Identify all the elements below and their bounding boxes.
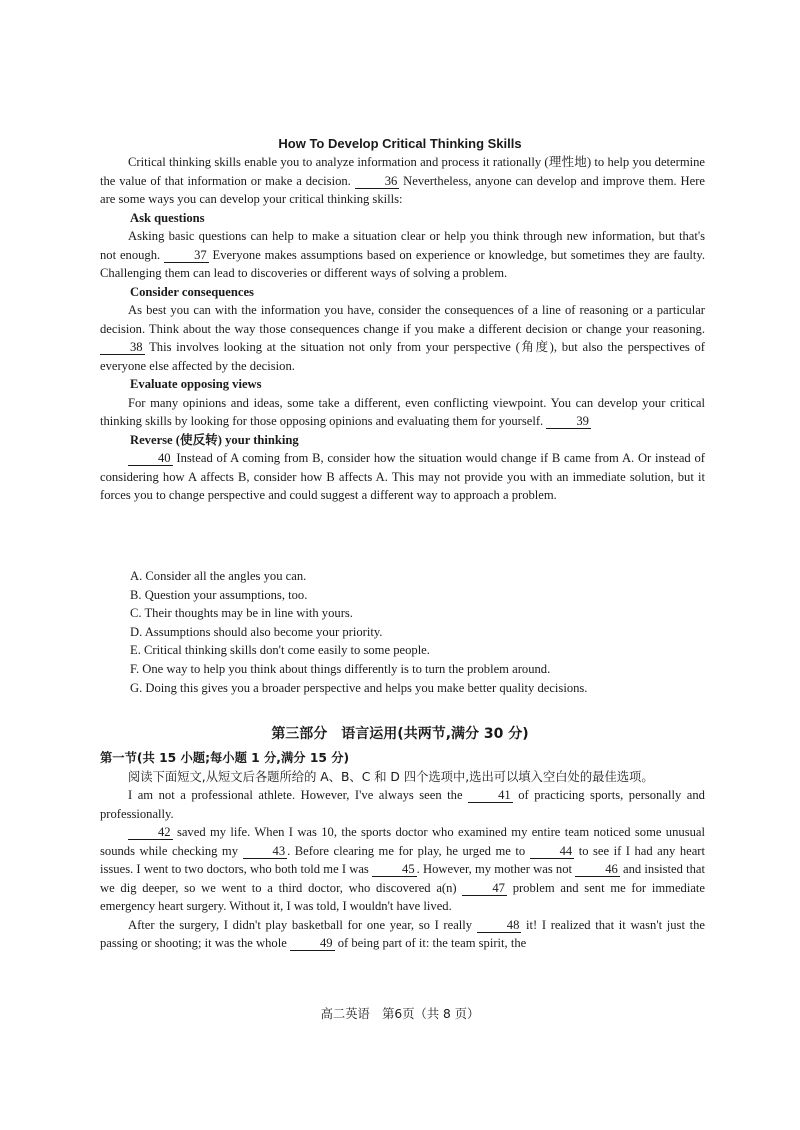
blank-43[interactable]: 43: [243, 844, 288, 859]
option-e[interactable]: E. Critical thinking skills don't come easily to some people.: [130, 643, 430, 658]
option-d[interactable]: D. Assumptions should also become your priority.: [130, 624, 383, 639]
evaluate-paragraph: For many opinions and ideas, some take a different, even conflicting viewpoint. You can develop your critical thinking skills by looking for those opposing opinions and evaluating them for yourself. 39: [100, 395, 705, 428]
blank-36[interactable]: 36: [355, 174, 400, 189]
options-list: [130, 567, 587, 697]
blank-49[interactable]: 49: [290, 936, 335, 951]
blank-46[interactable]: 46: [575, 862, 620, 877]
heading-evaluate-views: Evaluate opposing views: [130, 377, 262, 391]
blank-44[interactable]: 44: [530, 844, 575, 859]
blank-40[interactable]: 40: [128, 451, 173, 466]
reverse-paragraph: 40 Instead of A coming from B, consider how the situation would change if B came from A. Or instead of considering how A affects B, consider how B affects A. This may not provide you with an immediate solution, but it forces you to change perspective and could suggest a different way to approach a problem.: [100, 451, 705, 502]
heading-ask-questions: Ask questions: [130, 210, 205, 225]
page-footer: 高二英语 第6页（共 8 页）: [320, 1007, 480, 1021]
intro-paragraph: Critical thinking skills enable you to analyze information and process it rationally (理性地) to help you determine the value of that information or make a decision. 36 Nevertheless, anyone can develop and improve them. Here are some ways you can develop your critical thinking skills:: [100, 155, 705, 206]
option-a[interactable]: A. Consider all the angles you can.: [130, 569, 307, 583]
blank-41[interactable]: 41: [468, 788, 513, 803]
cloze-paragraph-2: 42 saved my life. When I was 10, the sports doctor who examined my entire team noticed some unusual sounds while checking my 43 . Before clearing me for play, he urged me to 44 to see if I had any heart issues. I went to two doctors, who both told me I was 45 . However, my mother was not 46 and insisted that we dig deeper, so we went to a third doctor, who discovered a(n) 47 problem and sent me for immediate emergency heart surgery. Without it, I was told, I wouldn't have lived.: [100, 825, 706, 913]
blank-37[interactable]: 37: [164, 248, 209, 263]
passage-title: How To Develop Critical Thinking Skills: [278, 136, 522, 151]
blank-39[interactable]: 39: [546, 414, 591, 429]
blank-47[interactable]: 47: [462, 881, 507, 896]
part3-body: [100, 749, 705, 953]
option-b[interactable]: B. Question your assumptions, too.: [130, 587, 308, 602]
ask-paragraph: Asking basic questions can help to make a situation clear or help you think through new information, but that's not enough. 37 Everyone makes assumptions based on experience or knowledge, but sometimes they are faulty. Challenging them can lead to discoveries or different ways of solving a problem.: [100, 229, 706, 280]
blank-38[interactable]: 38: [100, 340, 145, 355]
passage-body: [100, 153, 705, 505]
part3-title: 第三部分 语言运用(共两节,满分 30 分): [271, 726, 529, 742]
heading-reverse-thinking: Reverse (使反转) your thinking: [130, 432, 299, 447]
blank-45[interactable]: 45: [372, 862, 417, 877]
option-c[interactable]: C. Their thoughts may be in line with yours.: [130, 606, 353, 621]
option-g[interactable]: G. Doing this gives you a broader perspective and helps you make better quality decisions.: [130, 680, 588, 695]
cloze-paragraph-3: After the surgery, I didn't play basketball for one year, so I really 48 it! I realized that it wasn't just the passing or shooting; it was the whole 49 of being part of it: the team spirit, the: [100, 917, 706, 950]
blank-42[interactable]: 42: [128, 825, 173, 840]
option-f[interactable]: F. One way to help you think about things differently is to turn the problem around.: [130, 661, 551, 676]
heading-consider-consequences: Consider consequences: [130, 284, 254, 299]
blank-48[interactable]: 48: [477, 918, 522, 933]
section1-heading: 第一节(共 15 小题;每小题 1 分,满分 15 分): [100, 751, 350, 765]
section1-instruction: 阅读下面短文,从短文后各题所给的 A、B、C 和 D 四个选项中,选出可以填入空白处的最佳选项。: [128, 769, 654, 784]
cloze-paragraph-1: I am not a professional athlete. However, I've always seen the 41 of practicing sports, personally and professionally.: [100, 788, 705, 821]
consequences-paragraph: As best you can with the information you have, consider the consequences of a line of reasoning or a particular decision. Think about the way those consequences change if you make a different decision or change your reasoning. 38 This involves looking at the situation not only from your perspective (角度), but also the perspectives of everyone else affected by the decision.: [100, 303, 706, 373]
